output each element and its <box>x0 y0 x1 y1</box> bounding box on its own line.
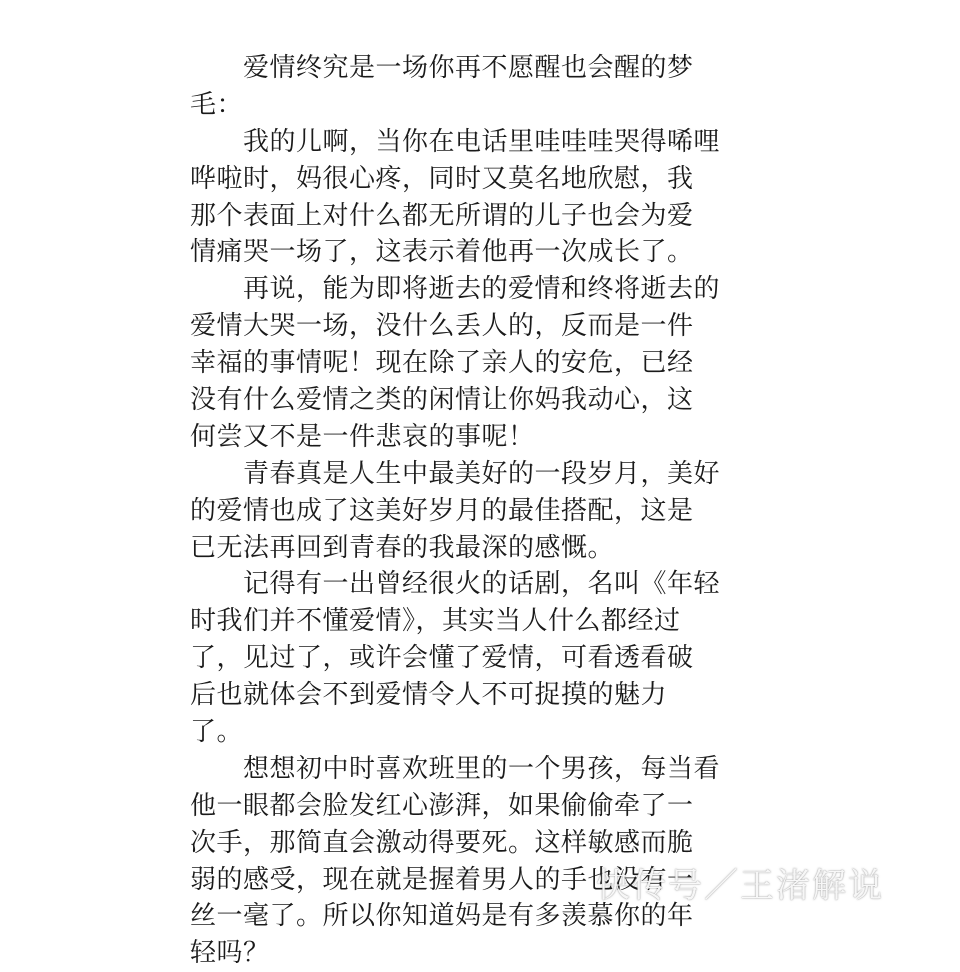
text-line: 哗啦时，妈很心疼，同时又莫名地欣慰，我 <box>190 163 694 194</box>
text-line: 幸福的事情呢！现在除了亲人的安危，已经 <box>190 348 694 379</box>
text-line: 何尝又不是一件悲哀的事呢！ <box>190 421 535 452</box>
text-line: 轻吗？ <box>190 938 270 969</box>
text-line: 后也就体会不到爱情令人不可捉摸的魅力 <box>190 680 668 711</box>
text-line: 次手，那简直会激动得要死。这样敏感而脆 <box>190 827 694 858</box>
text-line: 记得有一出曾经很火的话剧，名叫《年轻 <box>190 569 721 600</box>
text-line: 我的儿啊，当你在电话里哇哇哇哭得唏哩 <box>190 126 721 157</box>
watermark-text: 快传号／王渚解说 <box>596 866 884 906</box>
text-line: 没有什么爱情之类的闲情让你妈我动心，这 <box>190 385 694 416</box>
text-line: 爱情终究是一场你再不愿醒也会醒的梦 <box>190 53 694 83</box>
text-line: 爱情大哭一场，没什么丢人的，反而是一件 <box>190 311 694 342</box>
text-line: 了，见过了，或许会懂了爱情，可看透看破 <box>190 643 694 674</box>
text-line: 他一眼都会脸发红心澎湃，如果偷偷牵了一 <box>190 790 694 821</box>
text-line: 想想初中时喜欢班里的一个男孩，每当看 <box>190 753 721 784</box>
text-line: 弱的感受，现在就是握着男人的手也没有一 <box>190 864 694 895</box>
text-line: 那个表面上对什么都无所谓的儿子也会为爱 <box>190 200 694 231</box>
text-line: 的爱情也成了这美好岁月的最佳搭配，这是 <box>190 495 694 526</box>
letter-text-block <box>190 50 735 972</box>
text-line: 已无法再回到青春的我最深的感慨。 <box>190 532 615 563</box>
text-line: 再说，能为即将逝去的爱情和终将逝去的 <box>190 274 721 305</box>
text-line: 了。 <box>190 717 244 748</box>
text-line: 丝一毫了。所以你知道妈是有多羡慕你的年 <box>190 901 694 932</box>
text-line: 情痛哭一场了，这表示着他再一次成长了。 <box>190 237 694 268</box>
text-line: 时我们并不懂爱情》，其实当人什么都经过 <box>190 606 681 637</box>
text-line: 青春真是人生中最美好的一段岁月，美好 <box>190 458 721 489</box>
text-line: 毛： <box>190 89 244 120</box>
